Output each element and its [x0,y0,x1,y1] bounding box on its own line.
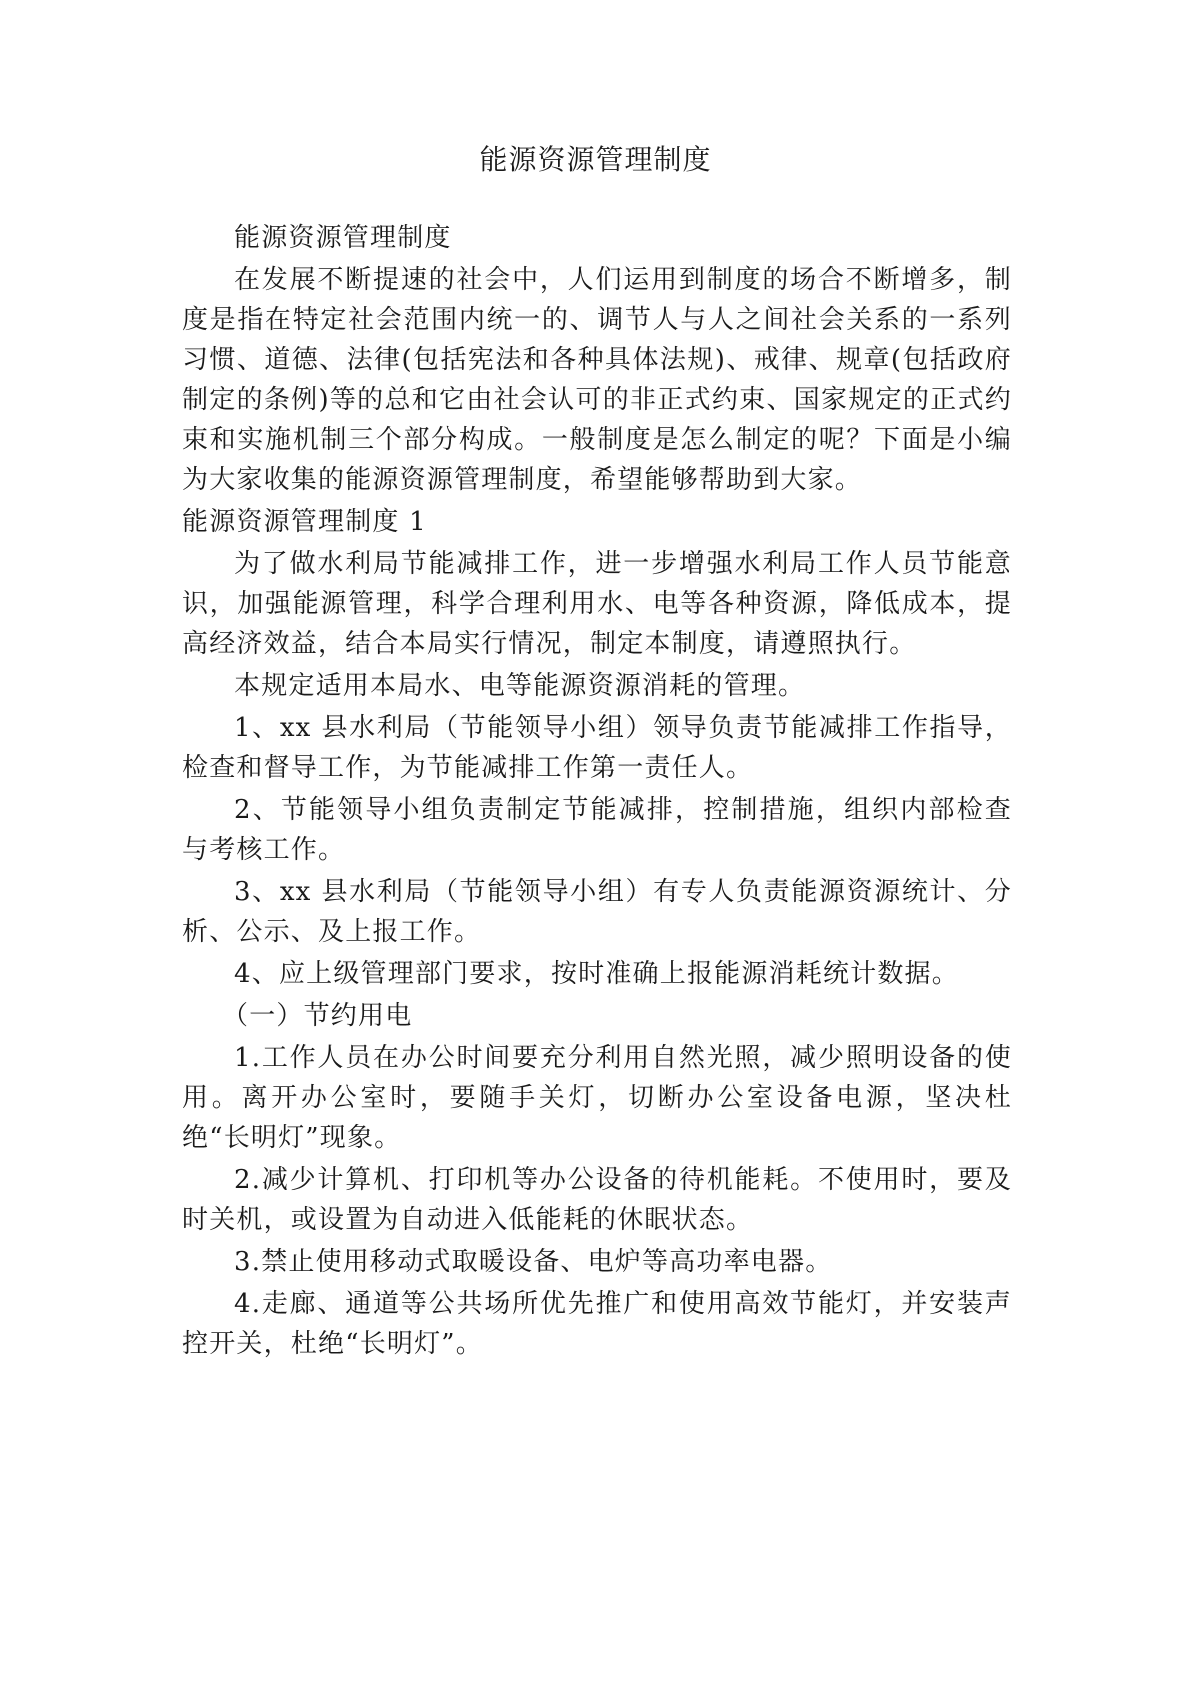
paragraph-electric-1: 1.工作人员在办公时间要充分利用自然光照，减少照明设备的使用。离开办公室时，要随手关灯，切断办公室设备电源，坚决杜绝“长明灯”现象。 [182,1043,1012,1153]
paragraph-electric-2: 2.减少计算机、打印机等办公设备的待机能耗。不使用时，要及时关机，或设置为自动进入低能耗的休眠状态。 [182,1165,1012,1235]
paragraph-purpose: 为了做水利局节能减排工作，进一步增强水利局工作人员节能意识，加强能源管理，科学合理利用水、电等各种资源，降低成本，提高经济效益，结合本局实行情况，制定本制度，请遵照执行。 [182,549,1012,659]
paragraph-electric-4: 4.走廊、通道等公共场所优先推广和使用高效节能灯，并安装声控开关，杜绝“长明灯”。 [182,1289,1012,1359]
paragraph-intro: 在发展不断提速的社会中，人们运用到制度的场合不断增多，制度是指在特定社会范围内统一的、调节人与人之间社会关系的一系列习惯、道德、法律(包括宪法和各种具体法规)、戒律、规章(包括政府制定的条例)等的总和它由社会认可的非正式约束、国家规定的正式约束和实施机制三个部分构成。一般制度是怎么制定的呢？下面是小编为大家收集的能源资源管理制度，希望能够帮助到大家。 [182,265,1012,495]
subsection-heading: （一）节约用电 [222,1001,413,1031]
section-heading: 能源资源管理制度 1 [182,507,427,537]
paragraph-item-1: 1、xx 县水利局（节能领导小组）领导负责节能减排工作指导，检查和督导工作，为节能减排工作第一责任人。 [182,713,1012,783]
paragraph-item-2: 2、节能领导小组负责制定节能减排，控制措施，组织内部检查与考核工作。 [182,795,1012,865]
paragraph-electric-3: 3.禁止使用移动式取暖设备、电炉等高功率电器。 [234,1247,833,1277]
paragraph-subtitle: 能源资源管理制度 [234,223,452,253]
document-title: 能源资源管理制度 [479,143,712,176]
paragraph-item-3: 3、xx 县水利局（节能领导小组）有专人负责能源资源统计、分析、公示、及上报工作。 [182,877,1012,947]
document-body [182,218,1012,1366]
paragraph-scope: 本规定适用本局水、电等能源资源消耗的管理。 [234,671,806,701]
paragraph-item-4: 4、应上级管理部门要求，按时准确上报能源消耗统计数据。 [234,959,959,989]
